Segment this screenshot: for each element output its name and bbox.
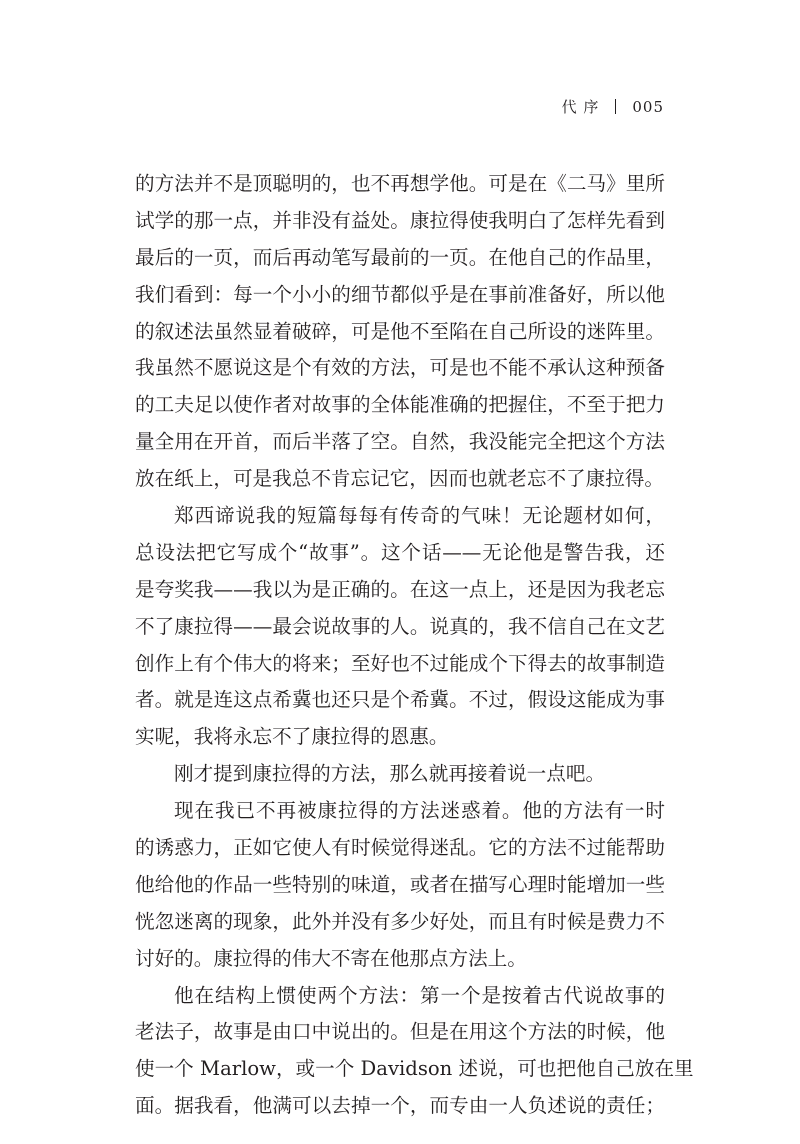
running-header [562,96,664,117]
text-line: 我们看到：每一个小小的细节都似乎是在事前准备好，所以他 [135,282,665,306]
section-title: 代 序 [561,98,600,116]
text-line: 创作上有个伟大的将来；至好也不过能成个下得去的故事制造 [135,651,665,675]
header-divider [615,99,616,114]
body-text [135,166,694,1125]
text-line: 郑西谛说我的短篇每每有传奇的气味！无论题材如何， [174,504,665,528]
text-line: 的叙述法虽然显着破碎，可是他不至陷在自己所设的迷阵里。 [135,319,665,343]
text-line: 者。就是连这点希冀也还只是个希冀。不过，假设这能成为事 [135,688,665,712]
text-line: 恍忽迷离的现象，此外并没有多少好处，而且有时候是费力不 [135,909,665,933]
text-line: 老法子，故事是由口中说出的。但是在用这个方法的时候，他 [135,1020,665,1044]
text-line: 面。据我看，他满可以去掉一个，而专由一人负述说的责任； [135,1094,665,1118]
text-line: 他在结构上惯使两个方法：第一个是按着古代说故事的 [174,983,665,1007]
text-line: 他给他的作品一些特别的味道，或者在描写心理时能增加一些 [135,872,665,896]
text-line: 实呢，我将永忘不了康拉得的恩惠。 [135,725,449,749]
text-line: 最后的一页，而后再动笔写最前的一页。在他自己的作品里， [135,245,665,269]
text-line: 量全用在开首，而后半落了空。自然，我没能完全把这个方法 [135,430,665,454]
text-line: 的工夫足以使作者对故事的全体能准确的把握住，不至于把力 [135,393,665,417]
text-line: 使一个 Marlow，或一个 Davidson 述说，可也把他自己放在里 [135,1057,694,1081]
text-line: 总设法把它写成个“故事”。这个话——无论他是警告我，还 [135,540,665,564]
text-line: 的方法并不是顶聪明的，也不再想学他。可是在《二马》里所 [135,172,665,195]
text-line: 试学的那一点，并非没有益处。康拉得使我明白了怎样先看到 [135,208,665,232]
text-line: 放在纸上，可是我总不肯忘记它，因而也就老忘不了康拉得。 [135,467,665,491]
text-line: 刚才提到康拉得的方法，那么就再接着说一点吧。 [174,762,606,786]
text-line: 不了康拉得——最会说故事的人。说真的，我不信自己在文艺 [135,614,665,638]
text-line: 的诱惑力，正如它使人有时候觉得迷乱。它的方法不过能帮助 [135,836,665,860]
text-line: 现在我已不再被康拉得的方法迷惑着。他的方法有一时 [174,799,665,823]
text-line: 我虽然不愿说这是个有效的方法，可是也不能不承认这种预备 [135,356,665,380]
text-line: 讨好的。康拉得的伟大不寄在他那点方法上。 [135,946,527,970]
text-line: 是夸奖我——我以为是正确的。在这一点上，还是因为我老忘 [135,577,665,601]
page-number: 005 [632,97,664,116]
